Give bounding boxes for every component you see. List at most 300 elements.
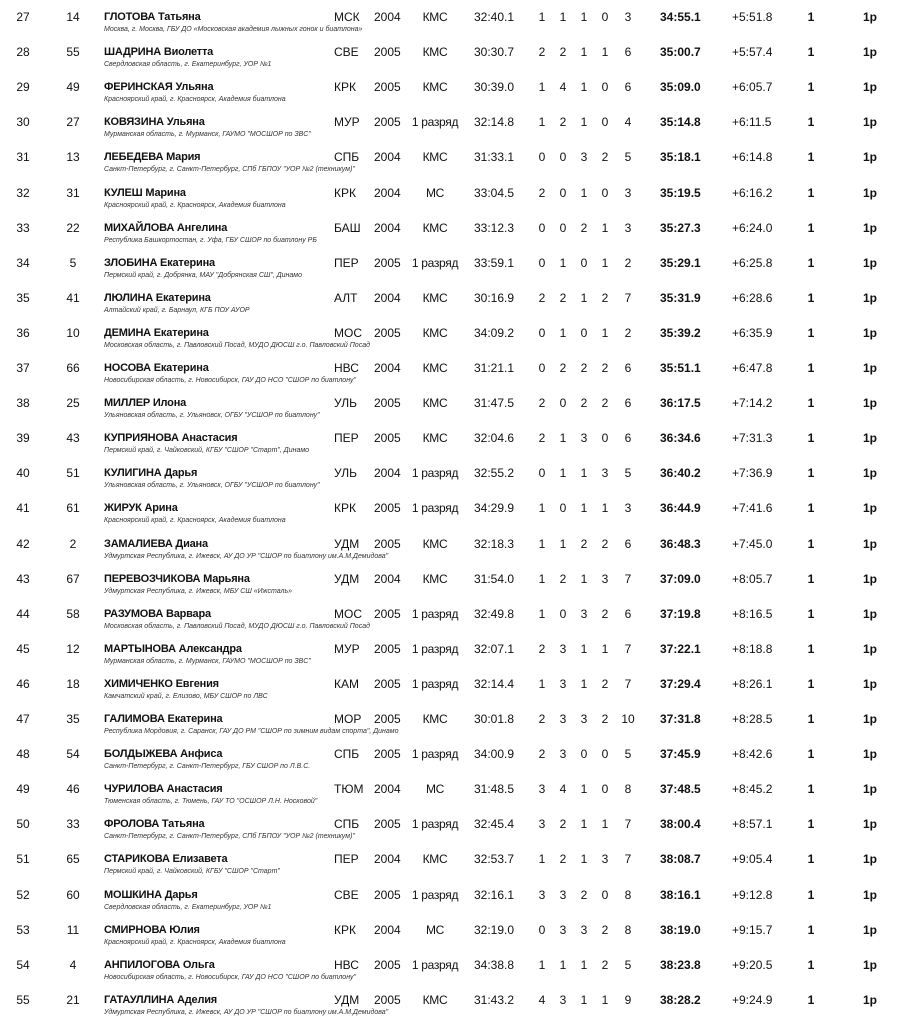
class-rank: 1р	[862, 10, 877, 24]
birth-year: 2004	[374, 923, 401, 937]
bib-cell: 5	[69, 256, 77, 270]
shooting-1: 1	[538, 115, 546, 129]
shooting-4: 2	[601, 396, 609, 410]
result-time: 36:34.6	[660, 431, 701, 445]
bib-cell: 2	[69, 537, 77, 551]
region-code: УДМ	[334, 993, 360, 1007]
sport-rank: КМС	[422, 852, 448, 866]
penalties: 6	[624, 45, 632, 59]
class-rank: 1р	[862, 607, 877, 621]
athlete-name: МАРТЫНОВА Александра	[104, 643, 242, 655]
sport-rank: МС	[425, 923, 445, 937]
time-behind: +9:20.5	[732, 958, 773, 972]
athlete-name: ФЕРИНСКАЯ Ульяна	[104, 81, 214, 93]
shooting-1: 2	[538, 642, 546, 656]
shooting-1: 2	[538, 396, 546, 410]
shooting-2: 0	[559, 607, 567, 621]
place-cell: 46	[16, 677, 30, 691]
shooting-3: 1	[580, 80, 588, 94]
shooting-2: 2	[559, 852, 567, 866]
athlete-name: ШАДРИНА Виолетта	[104, 46, 214, 58]
place-cell: 49	[16, 782, 30, 796]
class-rank: 1р	[862, 677, 877, 691]
penalties: 8	[624, 923, 632, 937]
penalties: 7	[624, 852, 632, 866]
place-cell: 40	[16, 466, 30, 480]
qualification-mark: 1	[807, 993, 815, 1007]
time-behind: +6:35.9	[732, 326, 773, 340]
shooting-4: 2	[601, 677, 609, 691]
sport-rank: КМС	[422, 396, 448, 410]
class-rank: 1р	[862, 256, 877, 270]
sport-rank: 1 разряд	[411, 958, 459, 972]
bib-cell: 66	[66, 361, 80, 375]
ski-time: 32:07.1	[474, 642, 515, 656]
table-row	[0, 531, 900, 566]
shooting-4: 0	[601, 782, 609, 796]
bib-cell: 54	[66, 747, 80, 761]
shooting-4: 2	[601, 150, 609, 164]
sport-rank: КМС	[422, 45, 448, 59]
class-rank: 1р	[862, 782, 877, 796]
birth-year: 2005	[374, 642, 401, 656]
table-row	[0, 566, 900, 601]
shooting-2: 2	[559, 572, 567, 586]
sport-rank: 1 разряд	[411, 888, 459, 902]
bib-cell: 41	[66, 291, 80, 305]
birth-year: 2004	[374, 150, 401, 164]
result-time: 37:31.8	[660, 712, 701, 726]
athlete-name: КУЛИГИНА Дарья	[104, 467, 198, 479]
shooting-4: 2	[601, 607, 609, 621]
table-row	[0, 109, 900, 144]
athlete-organization: Московская область, г. Павловский Посад, МУДО ДЮСШ г.о. Павловский Посад	[104, 342, 370, 349]
sport-rank: КМС	[422, 291, 448, 305]
sport-rank: КМС	[422, 80, 448, 94]
athlete-name: СМИРНОВА Юлия	[104, 924, 200, 936]
class-rank: 1р	[862, 958, 877, 972]
region-code: КАМ	[334, 677, 359, 691]
penalties: 6	[624, 361, 632, 375]
sport-rank: 1 разряд	[411, 817, 459, 831]
region-code: МОС	[334, 326, 362, 340]
shooting-4: 1	[601, 642, 609, 656]
shooting-4: 2	[601, 537, 609, 551]
ski-time: 32:19.0	[474, 923, 515, 937]
athlete-name: ХИМИЧЕНКО Евгения	[104, 678, 219, 690]
shooting-3: 1	[580, 642, 588, 656]
region-code: АЛТ	[334, 291, 358, 305]
time-behind: +8:16.5	[732, 607, 773, 621]
sport-rank: КМС	[422, 10, 448, 24]
region-code: МУР	[334, 642, 360, 656]
shooting-2: 3	[559, 888, 567, 902]
place-cell: 51	[16, 852, 30, 866]
region-code: УЛЬ	[334, 466, 357, 480]
ski-time: 32:14.8	[474, 115, 515, 129]
shooting-3: 0	[580, 747, 588, 761]
athlete-organization: Пермский край, г. Чайковский, КГБУ "СШОР "Старт"	[104, 868, 280, 875]
penalties: 2	[624, 326, 632, 340]
shooting-1: 3	[538, 817, 546, 831]
time-behind: +8:05.7	[732, 572, 773, 586]
class-rank: 1р	[862, 396, 877, 410]
birth-year: 2004	[374, 466, 401, 480]
birth-year: 2005	[374, 431, 401, 445]
shooting-2: 0	[559, 396, 567, 410]
shooting-1: 4	[538, 993, 546, 1007]
qualification-mark: 1	[807, 431, 815, 445]
bib-cell: 35	[66, 712, 80, 726]
time-behind: +6:47.8	[732, 361, 773, 375]
time-behind: +8:45.2	[732, 782, 773, 796]
sport-rank: 1 разряд	[411, 607, 459, 621]
result-time: 36:48.3	[660, 537, 701, 551]
penalties: 6	[624, 607, 632, 621]
athlete-organization: Красноярский край, г. Красноярск, Академия биатлона	[104, 202, 286, 209]
shooting-4: 2	[601, 712, 609, 726]
bib-cell: 58	[66, 607, 80, 621]
athlete-organization: Мурманская область, г. Мурманск, ГАУМО "МОСШОР по ЗВС"	[104, 131, 311, 138]
shooting-1: 0	[538, 361, 546, 375]
athlete-organization: Тюменская область, г. Тюмень, ГАУ ТО "ОСШОР Л.Н. Носковой"	[104, 798, 318, 805]
qualification-mark: 1	[807, 186, 815, 200]
qualification-mark: 1	[807, 221, 815, 235]
class-rank: 1р	[862, 326, 877, 340]
penalties: 3	[624, 501, 632, 515]
place-cell: 39	[16, 431, 30, 445]
qualification-mark: 1	[807, 677, 815, 691]
result-time: 35:00.7	[660, 45, 701, 59]
time-behind: +6:25.8	[732, 256, 773, 270]
shooting-4: 1	[601, 221, 609, 235]
result-time: 37:45.9	[660, 747, 701, 761]
shooting-1: 0	[538, 221, 546, 235]
region-code: СПБ	[334, 150, 360, 164]
place-cell: 47	[16, 712, 30, 726]
athlete-organization: Удмуртская Республика, г. Ижевск, АУ ДО УР "СШОР по биатлону им.А.М.Демидова"	[104, 1009, 389, 1016]
region-code: МУР	[334, 115, 360, 129]
time-behind: +8:28.5	[732, 712, 773, 726]
class-rank: 1р	[862, 852, 877, 866]
place-cell: 44	[16, 607, 30, 621]
qualification-mark: 1	[807, 923, 815, 937]
athlete-organization: Пермский край, г. Чайковский, КГБУ "СШОР "Старт", Динамо	[104, 447, 310, 454]
place-cell: 32	[16, 186, 30, 200]
ski-time: 33:59.1	[474, 256, 515, 270]
time-behind: +6:05.7	[732, 80, 773, 94]
class-rank: 1р	[862, 431, 877, 445]
table-row	[0, 460, 900, 495]
time-behind: +6:14.8	[732, 150, 773, 164]
sport-rank: 1 разряд	[411, 256, 459, 270]
qualification-mark: 1	[807, 396, 815, 410]
athlete-organization: Пермский край, г. Добрянка, МАУ "Добрянская СШ", Динамо	[104, 272, 302, 279]
athlete-organization: Свердловская область, г. Екатеринбург, УОР №1	[104, 61, 272, 68]
table-row	[0, 4, 900, 39]
athlete-organization: Свердловская область, г. Екатеринбург, УОР №1	[104, 904, 272, 911]
shooting-2: 2	[559, 817, 567, 831]
shooting-1: 1	[538, 677, 546, 691]
athlete-organization: Санкт-Петербург, г. Санкт-Петербург, СПб ГБПОУ "УОР №2 (техникум)"	[104, 166, 355, 173]
time-behind: +8:26.1	[732, 677, 773, 691]
athlete-organization: Красноярский край, г. Красноярск, Академия биатлона	[104, 96, 286, 103]
birth-year: 2004	[374, 572, 401, 586]
shooting-3: 2	[580, 888, 588, 902]
bib-cell: 4	[69, 958, 77, 972]
athlete-name: РАЗУМОВА Варвара	[104, 608, 211, 620]
shooting-1: 1	[538, 607, 546, 621]
athlete-name: ФРОЛОВА Татьяна	[104, 818, 205, 830]
ski-time: 30:01.8	[474, 712, 515, 726]
region-code: СПБ	[334, 747, 360, 761]
result-time: 38:23.8	[660, 958, 701, 972]
penalties: 3	[624, 221, 632, 235]
sport-rank: КМС	[422, 221, 448, 235]
ski-time: 30:39.0	[474, 80, 515, 94]
bib-cell: 13	[66, 150, 80, 164]
time-behind: +6:24.0	[732, 221, 773, 235]
sport-rank: КМС	[422, 431, 448, 445]
shooting-2: 3	[559, 642, 567, 656]
birth-year: 2004	[374, 361, 401, 375]
penalties: 6	[624, 537, 632, 551]
place-cell: 45	[16, 642, 30, 656]
place-cell: 50	[16, 817, 30, 831]
table-row	[0, 776, 900, 811]
region-code: ПЕР	[334, 431, 359, 445]
bib-cell: 31	[66, 186, 80, 200]
shooting-4: 0	[601, 186, 609, 200]
birth-year: 2005	[374, 958, 401, 972]
shooting-4: 2	[601, 291, 609, 305]
athlete-organization: Удмуртская Республика, г. Ижевск, АУ ДО УР "СШОР по биатлону им.А.М.Демидова"	[104, 553, 389, 560]
shooting-1: 2	[538, 186, 546, 200]
table-row	[0, 917, 900, 952]
region-code: СВЕ	[334, 45, 359, 59]
region-code: КРК	[334, 923, 356, 937]
shooting-3: 1	[580, 677, 588, 691]
shooting-4: 0	[601, 747, 609, 761]
class-rank: 1р	[862, 993, 877, 1007]
athlete-name: ГАЛИМОВА Екатерина	[104, 713, 223, 725]
shooting-2: 4	[559, 782, 567, 796]
place-cell: 54	[16, 958, 30, 972]
place-cell: 42	[16, 537, 30, 551]
birth-year: 2005	[374, 80, 401, 94]
shooting-1: 2	[538, 431, 546, 445]
region-code: КРК	[334, 186, 356, 200]
time-behind: +7:36.9	[732, 466, 773, 480]
bib-cell: 10	[66, 326, 80, 340]
region-code: ПЕР	[334, 256, 359, 270]
shooting-1: 1	[538, 572, 546, 586]
shooting-2: 1	[559, 326, 567, 340]
result-time: 36:17.5	[660, 396, 701, 410]
athlete-name: ПЕРЕВОЗЧИКОВА Марьяна	[104, 573, 250, 585]
region-code: НВС	[334, 361, 359, 375]
result-time: 37:09.0	[660, 572, 701, 586]
place-cell: 33	[16, 221, 30, 235]
athlete-name: НОСОВА Екатерина	[104, 362, 209, 374]
penalties: 5	[624, 958, 632, 972]
shooting-4: 1	[601, 45, 609, 59]
place-cell: 48	[16, 747, 30, 761]
penalties: 5	[624, 466, 632, 480]
class-rank: 1р	[862, 80, 877, 94]
shooting-2: 1	[559, 256, 567, 270]
result-time: 38:28.2	[660, 993, 701, 1007]
ski-time: 32:04.6	[474, 431, 515, 445]
sport-rank: КМС	[422, 537, 448, 551]
result-time: 36:40.2	[660, 466, 701, 480]
place-cell: 28	[16, 45, 30, 59]
time-behind: +5:57.4	[732, 45, 773, 59]
region-code: СПБ	[334, 817, 360, 831]
result-time: 38:08.7	[660, 852, 701, 866]
qualification-mark: 1	[807, 361, 815, 375]
penalties: 7	[624, 817, 632, 831]
region-code: УЛЬ	[334, 396, 357, 410]
class-rank: 1р	[862, 150, 877, 164]
region-code: БАШ	[334, 221, 361, 235]
result-time: 35:18.1	[660, 150, 701, 164]
athlete-organization: Московская область, г. Павловский Посад, МУДО ДЮСШ г.о. Павловский Посад	[104, 623, 370, 630]
class-rank: 1р	[862, 45, 877, 59]
birth-year: 2005	[374, 326, 401, 340]
table-row	[0, 846, 900, 881]
athlete-name: БОЛДЫЖЕВА Анфиса	[104, 748, 223, 760]
shooting-4: 1	[601, 256, 609, 270]
shooting-2: 0	[559, 186, 567, 200]
time-behind: +7:45.0	[732, 537, 773, 551]
time-behind: +5:51.8	[732, 10, 773, 24]
table-row	[0, 952, 900, 987]
shooting-2: 3	[559, 712, 567, 726]
place-cell: 34	[16, 256, 30, 270]
shooting-2: 3	[559, 747, 567, 761]
place-cell: 31	[16, 150, 30, 164]
birth-year: 2005	[374, 677, 401, 691]
birth-year: 2004	[374, 782, 401, 796]
qualification-mark: 1	[807, 572, 815, 586]
class-rank: 1р	[862, 923, 877, 937]
class-rank: 1р	[862, 221, 877, 235]
class-rank: 1р	[862, 817, 877, 831]
birth-year: 2005	[374, 747, 401, 761]
shooting-1: 1	[538, 852, 546, 866]
penalties: 5	[624, 747, 632, 761]
shooting-1: 2	[538, 747, 546, 761]
shooting-4: 1	[601, 501, 609, 515]
shooting-2: 0	[559, 501, 567, 515]
shooting-2: 1	[559, 431, 567, 445]
athlete-organization: Камчатский край, г. Елизово, МБУ СШОР по ЛВС	[104, 693, 268, 700]
region-code: КРК	[334, 80, 356, 94]
shooting-3: 1	[580, 782, 588, 796]
table-row	[0, 636, 900, 671]
shooting-4: 0	[601, 10, 609, 24]
athlete-organization: Республика Башкортостан, г. Уфа, ГБУ СШОР по биатлону РБ	[104, 237, 317, 244]
athlete-name: ЛЮЛИНА Екатерина	[104, 292, 211, 304]
sport-rank: 1 разряд	[411, 747, 459, 761]
ski-time: 32:16.1	[474, 888, 515, 902]
ski-time: 32:18.3	[474, 537, 515, 551]
birth-year: 2005	[374, 993, 401, 1007]
region-code: ТЮМ	[334, 782, 364, 796]
ski-time: 30:16.9	[474, 291, 515, 305]
shooting-1: 0	[538, 150, 546, 164]
table-row	[0, 285, 900, 320]
shooting-1: 3	[538, 782, 546, 796]
table-row	[0, 882, 900, 917]
athlete-organization: Красноярский край, г. Красноярск, Академия биатлона	[104, 517, 286, 524]
shooting-4: 2	[601, 361, 609, 375]
shooting-2: 4	[559, 80, 567, 94]
place-cell: 43	[16, 572, 30, 586]
result-time: 34:55.1	[660, 10, 701, 24]
region-code: УДМ	[334, 572, 360, 586]
region-code: МСК	[334, 10, 360, 24]
bib-cell: 14	[66, 10, 80, 24]
athlete-name: ЖИРУК Арина	[104, 502, 178, 514]
region-code: СВЕ	[334, 888, 359, 902]
place-cell: 30	[16, 115, 30, 129]
result-time: 36:44.9	[660, 501, 701, 515]
athlete-organization: Новосибирская область, г. Новосибирск, ГАУ ДО НСО "СШОР по биатлону"	[104, 974, 357, 981]
shooting-1: 2	[538, 45, 546, 59]
qualification-mark: 1	[807, 852, 815, 866]
qualification-mark: 1	[807, 291, 815, 305]
shooting-3: 2	[580, 361, 588, 375]
shooting-4: 0	[601, 888, 609, 902]
penalties: 6	[624, 80, 632, 94]
penalties: 5	[624, 150, 632, 164]
athlete-name: ЧУРИЛОВА Анастасия	[104, 783, 223, 795]
qualification-mark: 1	[807, 256, 815, 270]
birth-year: 2005	[374, 888, 401, 902]
qualification-mark: 1	[807, 712, 815, 726]
shooting-3: 1	[580, 993, 588, 1007]
class-rank: 1р	[862, 466, 877, 480]
qualification-mark: 1	[807, 466, 815, 480]
shooting-1: 1	[538, 10, 546, 24]
athlete-name: ЛЕБЕДЕВА Мария	[104, 151, 201, 163]
birth-year: 2005	[374, 45, 401, 59]
table-row	[0, 811, 900, 846]
birth-year: 2004	[374, 291, 401, 305]
place-cell: 36	[16, 326, 30, 340]
place-cell: 41	[16, 501, 30, 515]
shooting-2: 1	[559, 10, 567, 24]
result-time: 35:19.5	[660, 186, 701, 200]
athlete-organization: Москва, г. Москва, ГБУ ДО «Московская академия лыжных гонок и биатлона»	[104, 26, 363, 33]
shooting-1: 1	[538, 537, 546, 551]
qualification-mark: 1	[807, 817, 815, 831]
shooting-4: 2	[601, 923, 609, 937]
table-row	[0, 250, 900, 285]
shooting-3: 1	[580, 291, 588, 305]
result-time: 38:19.0	[660, 923, 701, 937]
ski-time: 33:12.3	[474, 221, 515, 235]
ski-time: 32:53.7	[474, 852, 515, 866]
sport-rank: КМС	[422, 361, 448, 375]
shooting-1: 1	[538, 958, 546, 972]
penalties: 7	[624, 677, 632, 691]
qualification-mark: 1	[807, 10, 815, 24]
ski-time: 31:48.5	[474, 782, 515, 796]
time-behind: +7:14.2	[732, 396, 773, 410]
